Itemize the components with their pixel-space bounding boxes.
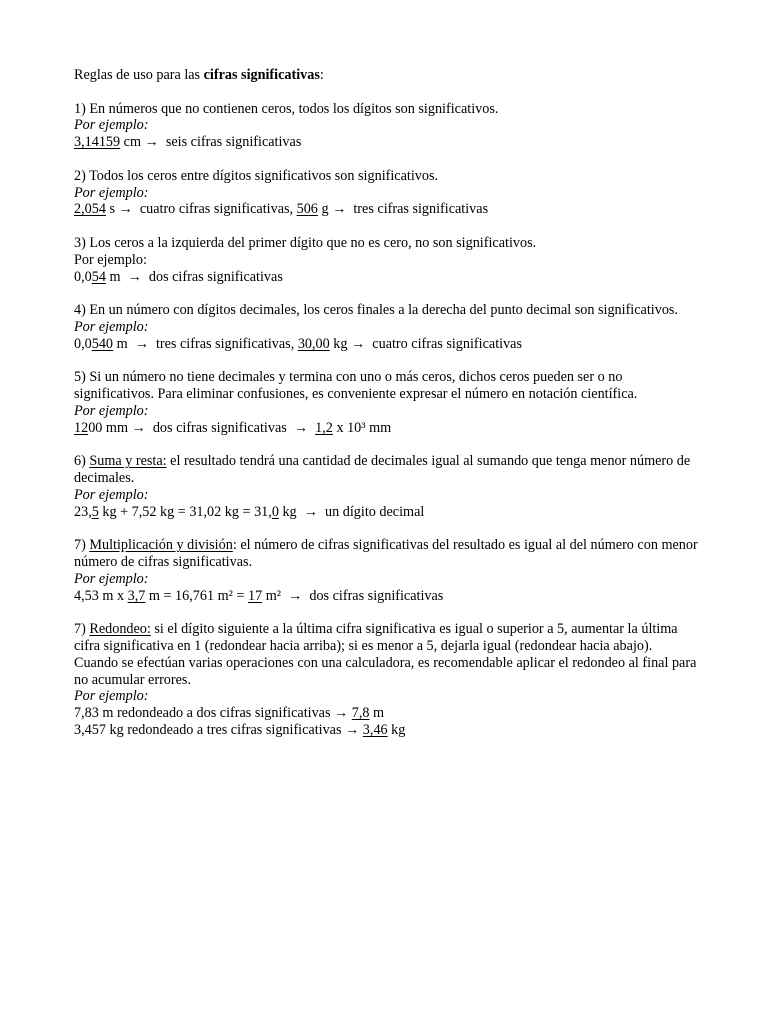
rule-text bbox=[74, 453, 704, 487]
rule-7 bbox=[74, 537, 704, 604]
example-segment-underlined: 3,7 bbox=[127, 587, 146, 604]
example-label: Por ejemplo: bbox=[74, 402, 149, 419]
rule-text-segment-underlined: Multiplicación y división bbox=[89, 537, 233, 554]
example-segment: 3,457 kg redondeado a tres cifras significativas → bbox=[74, 722, 363, 739]
example-segment: m → tres cifras significativas, bbox=[113, 335, 298, 352]
example-segment-underlined: 2,054 bbox=[74, 201, 106, 218]
rule-text-segment: 6) bbox=[74, 453, 90, 470]
example-label: Por ejemplo: bbox=[74, 318, 149, 335]
rule-5 bbox=[74, 369, 704, 436]
rule-text-segment: el resultado tendrá una cantidad de decimales igual al sumando que tenga menor número de decimales. bbox=[74, 453, 691, 487]
example-label: Por ejemplo: bbox=[74, 570, 149, 587]
example-segment-underlined: 12 bbox=[74, 419, 89, 436]
title-suffix: : bbox=[319, 67, 324, 83]
example-segment: 4,53 m x bbox=[74, 587, 128, 604]
example-label: Por ejemplo: bbox=[74, 688, 149, 705]
example-segment: cm → seis cifras significativas bbox=[120, 134, 302, 151]
example-line bbox=[74, 134, 704, 151]
example-segment-underlined: 0 bbox=[271, 503, 279, 520]
rule-text: 1) En números que no contienen ceros, todos los dígitos son significativos. bbox=[74, 100, 499, 117]
rule-1 bbox=[74, 101, 704, 151]
example-segment: 7,83 m redondeado a dos cifras significativas → bbox=[74, 705, 352, 722]
document-page bbox=[74, 67, 704, 756]
example-line bbox=[74, 269, 704, 286]
rule-text-segment: si el dígito siguiente a la última cifra significativa es igual o superior a 5, aumentar la última cifra significativa en 1 (redondear hacia arriba); si es menor a 5, dejarla igual (redondear hacia abajo). bbox=[74, 621, 678, 655]
example-label: Por ejemplo: bbox=[74, 486, 149, 503]
example-segment: m² → dos cifras significativas bbox=[262, 587, 444, 604]
example-segment: 0,0 bbox=[74, 335, 92, 352]
rule-text-segment: : el número de cifras significativas del resultado es igual al del número con menor número de cifras significativas. bbox=[74, 537, 698, 571]
example-segment: m = 16,761 m² = bbox=[145, 587, 248, 604]
example-segment: kg + 7,52 kg = 31,02 kg = 31, bbox=[98, 503, 272, 520]
example-segment: g → tres cifras significativas bbox=[317, 201, 489, 218]
rule-text-segment-underlined: Redondeo: bbox=[89, 621, 151, 638]
rule-2 bbox=[74, 168, 704, 218]
rule-text bbox=[74, 537, 704, 571]
rule-text: 2) Todos los ceros entre dígitos significativos son significativos. bbox=[74, 167, 439, 184]
example-segment-underlined: 17 bbox=[247, 587, 263, 604]
example-segment-underlined: 30,00 bbox=[297, 335, 330, 352]
rule-text: 3) Los ceros a la izquierda del primer dígito que no es cero, no son significativos. bbox=[74, 234, 537, 251]
example-segment: 23, bbox=[74, 503, 92, 520]
rule-text-segment: 7) bbox=[74, 537, 90, 554]
rule-6 bbox=[74, 453, 704, 520]
example-segment-underlined: 3,14159 bbox=[74, 134, 121, 151]
example-segment: kg → cuatro cifras significativas bbox=[329, 335, 522, 352]
example-segment: m → dos cifras significativas bbox=[105, 268, 283, 285]
rule-text-segment: 7) bbox=[74, 621, 90, 638]
example-label: Por ejemplo: bbox=[74, 251, 147, 268]
rule-text: 4) En un número con dígitos decimales, los ceros finales a la derecha del punto decimal son significativos. bbox=[74, 302, 678, 319]
example-segment: m bbox=[369, 705, 385, 722]
example-segment: kg bbox=[387, 722, 406, 739]
example-line bbox=[74, 336, 704, 353]
example-line bbox=[74, 420, 704, 437]
rule-3 bbox=[74, 235, 704, 285]
example-label: Por ejemplo: bbox=[74, 184, 149, 201]
example-line bbox=[74, 705, 704, 722]
rule-8 bbox=[74, 621, 704, 739]
example-segment-underlined: 3,46 bbox=[362, 722, 388, 739]
example-segment-underlined: 540 bbox=[91, 335, 114, 352]
title-bold: cifras significativas bbox=[203, 67, 320, 83]
example-segment: x 10³ mm bbox=[332, 419, 392, 436]
example-segment-underlined: 54 bbox=[91, 268, 106, 285]
example-line bbox=[74, 722, 704, 739]
rule-text: 5) Si un número no tiene decimales y termina con uno o más ceros, dichos ceros pueden ser o no significativos. Para eliminar confusiones, es conveniente expresar el número en notación científica. bbox=[74, 369, 638, 403]
example-line bbox=[74, 588, 704, 605]
example-line bbox=[74, 504, 704, 521]
example-segment: 00 mm → dos cifras significativas → bbox=[88, 419, 316, 436]
example-line bbox=[74, 201, 704, 218]
rule-text bbox=[74, 621, 704, 655]
example-segment-underlined: 5 bbox=[91, 503, 99, 520]
rule-4 bbox=[74, 302, 704, 352]
example-segment: s → cuatro cifras significativas, bbox=[105, 201, 297, 218]
example-segment: kg → un dígito decimal bbox=[278, 503, 425, 520]
example-label: Por ejemplo: bbox=[74, 117, 149, 134]
example-segment: 0,0 bbox=[74, 268, 92, 285]
rules-list bbox=[74, 101, 704, 739]
rule-text-segment-underlined: Suma y resta: bbox=[89, 453, 167, 470]
example-segment-underlined: 1,2 bbox=[315, 419, 333, 436]
document-title bbox=[74, 67, 704, 84]
title-prefix: Reglas de uso para las bbox=[74, 67, 204, 83]
rule-extra-text: Cuando se efectúan varias operaciones con una calculadora, es recomendable aplicar el redondeo al final para no acumular errores. bbox=[74, 654, 697, 688]
example-segment-underlined: 506 bbox=[296, 201, 318, 218]
example-segment-underlined: 7,8 bbox=[351, 705, 370, 722]
